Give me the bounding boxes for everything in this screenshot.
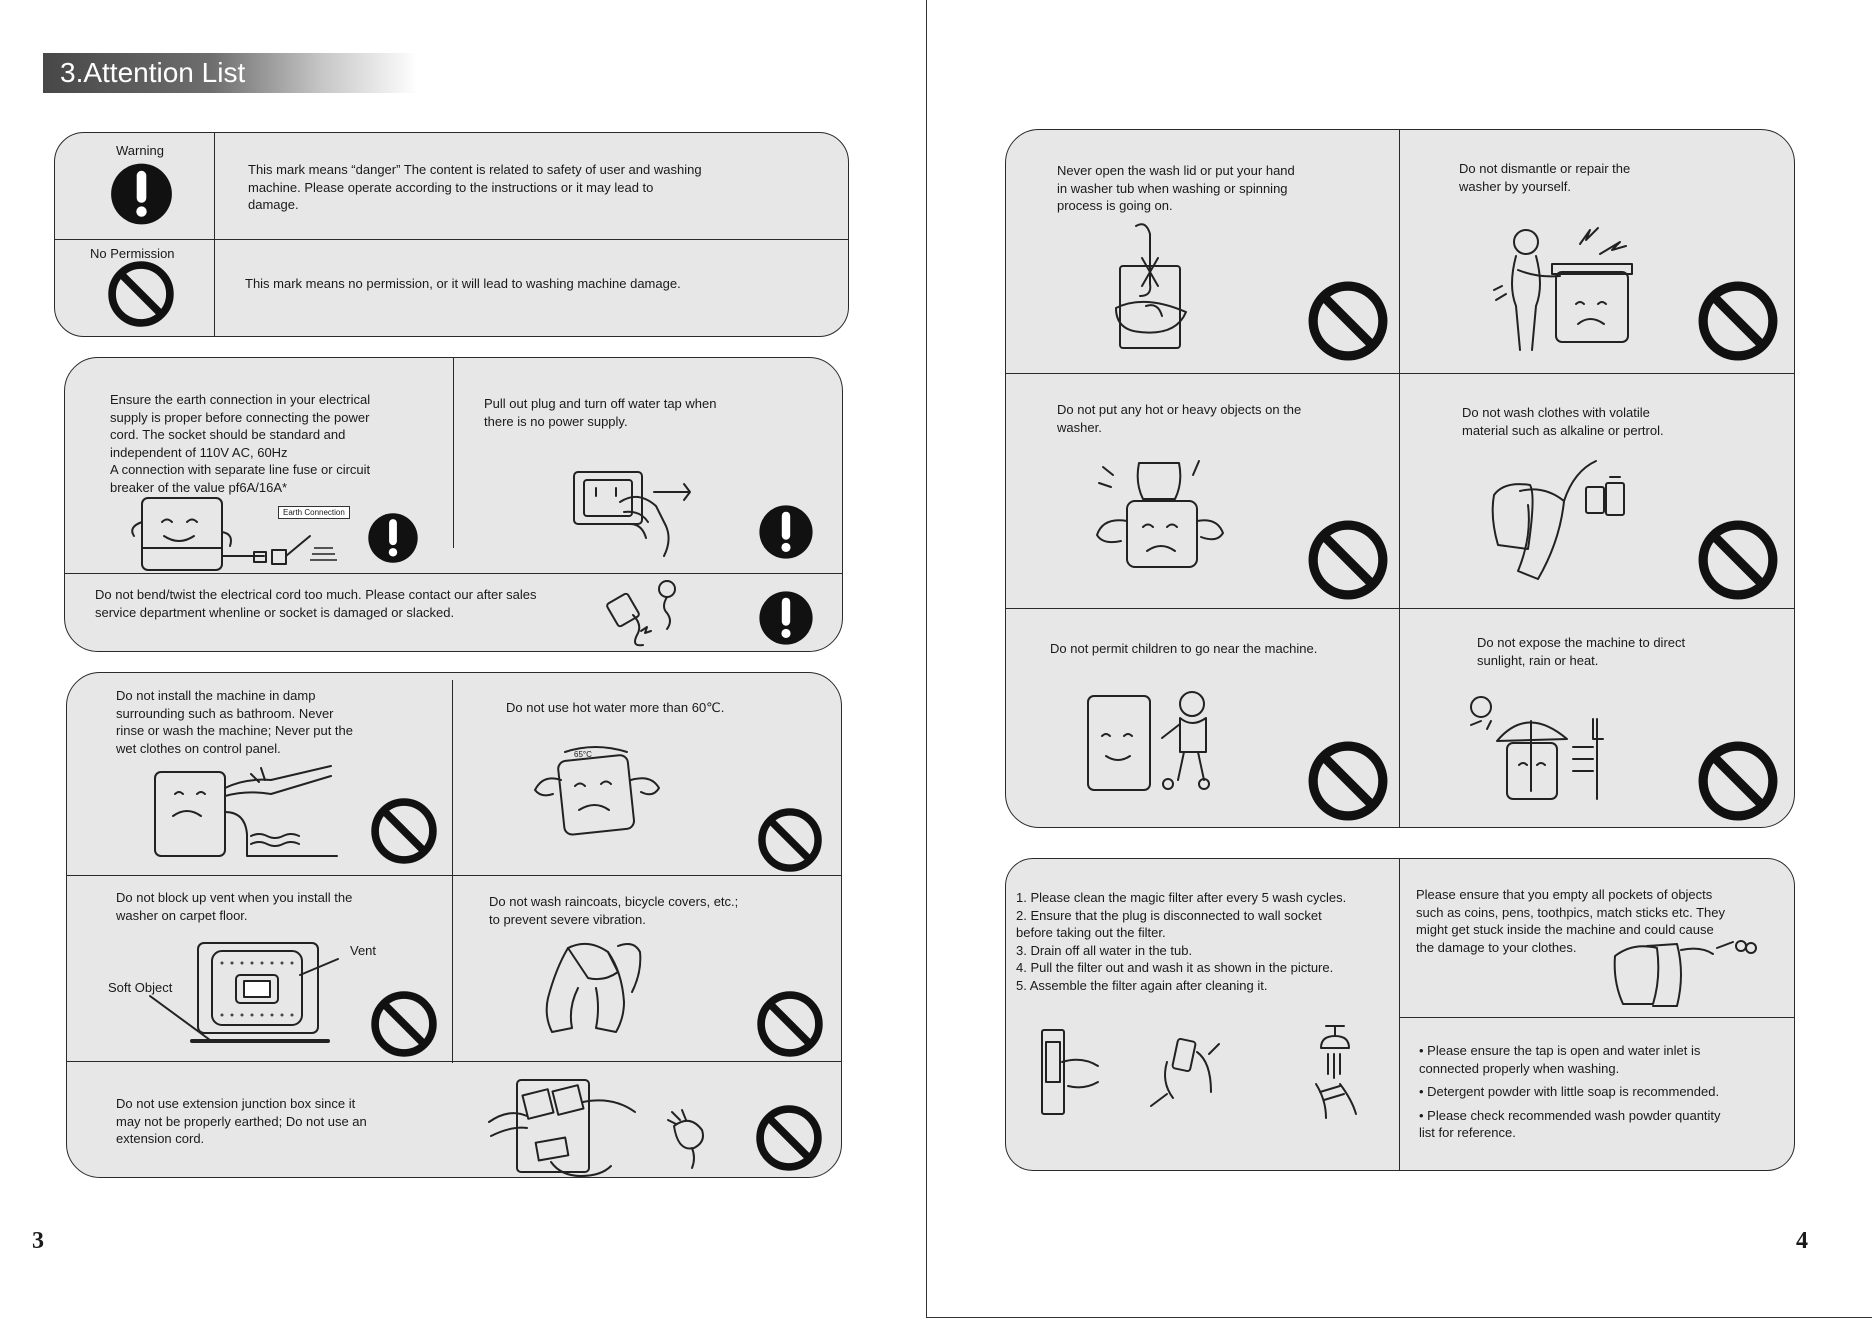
filter-steps-list [1016, 889, 1396, 994]
page-number-right: 4 [1796, 1228, 1808, 1254]
warning-icon [752, 504, 820, 560]
heavy-objects-text: Do not put any hot or heavy objects on the washer. [1057, 402, 1302, 435]
tip-item: • Detergent powder with little soap is recommended. [1419, 1084, 1720, 1099]
extension-box-illustration [487, 1072, 637, 1180]
twisted-cord-illustration [605, 575, 685, 647]
filter-wash-illustration [1147, 1022, 1227, 1108]
no-permission-label: No Permission [90, 246, 175, 261]
happy-washer-illustration [122, 492, 352, 572]
warning-icon [752, 590, 820, 646]
raincoats-text: Do not wash raincoats, bicycle covers, etc.; to prevent severe vibration. [489, 894, 739, 927]
child-washer-illustration [1084, 688, 1229, 794]
extension-text: Do not use extension junction box since it may not be properly earthed; Do not use an extension cord. [116, 1096, 367, 1146]
filter-rinse-illustration [1306, 1022, 1362, 1122]
tips-list [1419, 1042, 1799, 1142]
sunlight-text: Do not expose the machine to direct sunlight, rain or heat. [1477, 635, 1686, 668]
filter-remove-illustration [1038, 1022, 1104, 1118]
washer-hose-illustration [151, 752, 341, 860]
no-entry-icon [1305, 519, 1391, 601]
section-title: 3.Attention List [60, 57, 246, 88]
soft-object-pointer [148, 994, 212, 1042]
pull-plug-text: Pull out plug and turn off water tap when there is no power supply. [484, 396, 717, 429]
earth-connection-label [278, 506, 350, 519]
warning-label: Warning [116, 143, 164, 158]
no-entry-icon [1305, 280, 1391, 362]
hot-water-text: Do not use hot water more than 60℃. [506, 700, 725, 715]
vent-label: Vent [350, 943, 377, 958]
hot-washer-illustration [525, 744, 675, 844]
page-divider [926, 0, 927, 1318]
raincoat-illustration [538, 938, 648, 1040]
hand-in-tub-illustration [1106, 222, 1191, 352]
warning-icon [101, 162, 182, 226]
heavy-object-washer-illustration [1087, 455, 1227, 573]
pockets-text: Please ensure that you empty all pockets of objects such as coins, pens, toothpics, match sticks etc. They might get stuck inside the machine and could cause the damage to your clothes. [1416, 887, 1726, 955]
vent-text: Do not block up vent when you install the washer on carpet floor. [116, 890, 353, 923]
temperature-label: 65°C [574, 750, 592, 759]
repair-man-illustration [1490, 220, 1640, 355]
no-entry-icon [364, 990, 444, 1058]
page-number-left: 3 [32, 1228, 44, 1254]
filter-step: 4. Pull the filter out and wash it as shown in the picture. [1016, 960, 1334, 975]
filter-step: 5. Assemble the filter again after cleaning it. [1016, 977, 1268, 993]
volatile-text: Do not wash clothes with volatile material such as alkaline or pertrol. [1462, 405, 1664, 438]
dismantle-text: Do not dismantle or repair the washer by yourself. [1459, 161, 1631, 194]
no-entry-icon [750, 990, 830, 1058]
warning-description: This mark means “danger” The content is related to safety of user and washing machine. Please operate according to the instructions or it may lead to damage. [248, 162, 702, 212]
no-entry-icon [1695, 519, 1781, 601]
children-text: Do not permit children to go near the machine. [1050, 641, 1318, 656]
no-entry-icon [1695, 740, 1781, 822]
filter-step: 3. Drain off all water in the tub. [1016, 942, 1193, 958]
filter-step: 1. Please clean the magic filter after every 5 wash cycles. [1016, 890, 1347, 905]
clothes-bottles-illustration [1490, 455, 1630, 587]
damp-text: Do not install the machine in damp surrounding such as bathroom. Never rinse or wash the machine; Never put the wet clothes on control panel. [116, 688, 354, 756]
no-entry-icon [1695, 280, 1781, 362]
wash-lid-text: Never open the wash lid or put your hand in washer tub when washing or spinning process is going on. [1057, 163, 1295, 213]
filter-step: 2. Ensure that the plug is disconnected to wall socket before taking out the filter. [1016, 907, 1322, 940]
socket-hand-illustration [570, 468, 695, 564]
soft-object-label: Soft Object [108, 980, 173, 995]
no-entry-icon [749, 1104, 829, 1172]
earth-connection-label-text: Earth Connection [283, 508, 345, 517]
no-permission-description: This mark means no permission, or it will lead to washing machine damage. [245, 276, 681, 291]
no-entry-icon [99, 260, 183, 328]
warning-icon [361, 512, 425, 564]
bent-cord-text: Do not bend/twist the electrical cord too much. Please contact our after sales service department whenline or socket is damaged or slacked. [95, 587, 537, 620]
page-bottom-rule [926, 1317, 1872, 1318]
no-entry-icon [750, 807, 830, 873]
umbrella-washer-illustration [1467, 695, 1627, 803]
tip-item: • Please check recommended wash powder quantity list for reference. [1419, 1107, 1721, 1140]
pocket-items-illustration [1607, 934, 1757, 1010]
tip-item: • Please ensure the tap is open and water inlet is connected properly when washing. [1419, 1043, 1701, 1076]
no-entry-icon [1305, 740, 1391, 822]
earth-connection-text: Ensure the earth connection in your electrical supply is proper before connecting the power cord. The socket should be standard and independent of 110V AC, 60Hz A connection with separate line fuse or circuit breaker of the value pf6A/16A* [110, 392, 371, 495]
no-entry-icon [364, 797, 444, 865]
plug-illustration [664, 1108, 716, 1172]
